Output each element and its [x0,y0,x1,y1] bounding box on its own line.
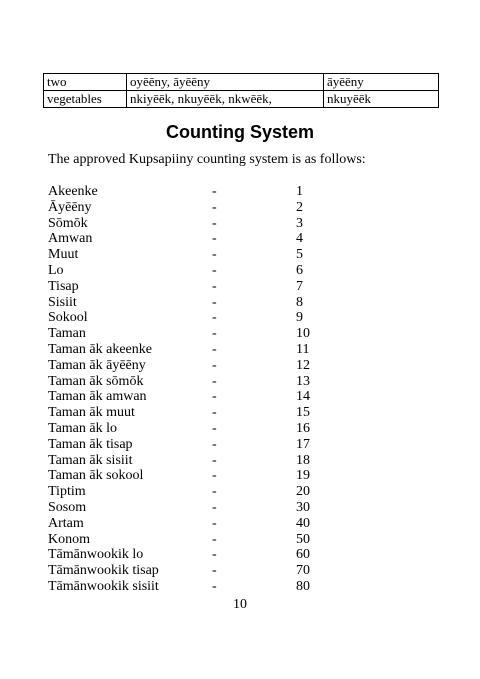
page-number: 10 [233,597,247,612]
count-separator: - [212,499,217,515]
count-number: 18 [296,452,310,468]
count-row [48,484,368,500]
count-number: 11 [296,341,310,357]
count-separator: - [212,357,217,373]
count-separator: - [212,373,217,389]
count-separator: - [212,468,217,484]
counting-list [48,184,368,595]
count-word: Tāmānwookik lo [48,547,144,563]
table-row [44,74,439,91]
count-row [48,326,368,342]
count-word: Āyēēny [48,199,92,215]
count-separator: - [212,310,217,326]
count-word: Artam [48,515,84,531]
count-word: Tisap [48,278,79,294]
count-word: Taman āk akeenke [48,341,152,357]
count-number: 7 [296,278,303,294]
count-separator: - [212,578,217,594]
count-word: Taman [48,326,86,342]
count-word: Sokool [48,310,88,326]
count-number: 50 [296,531,310,547]
count-separator: - [212,247,217,263]
count-number: 1 [296,184,303,199]
vocabulary-table [43,73,439,108]
count-separator: - [212,262,217,278]
count-word: Akeenke [48,184,98,199]
english-cell: vegetables [44,91,127,108]
count-number: 16 [296,420,310,436]
count-word: Taman āk tisap [48,436,133,452]
count-number: 2 [296,199,303,215]
count-separator: - [212,563,217,579]
forms-cell: oyēēny, āyēēny [127,74,324,91]
count-word: Tiptim [48,484,86,500]
count-row [48,547,368,563]
forms-cell: nkiyēēk, nkuyēēk, nkwēēk, [127,91,324,108]
count-row [48,231,368,247]
intro-paragraph: The approved Kupsapiiny counting system is as follows: [48,152,366,167]
count-number: 10 [296,326,310,342]
count-separator: - [212,484,217,500]
count-word: Sosom [48,499,87,515]
count-separator: - [212,436,217,452]
count-separator: - [212,405,217,421]
table-row [44,91,439,108]
count-separator: - [212,341,217,357]
count-number: 15 [296,405,310,421]
count-row [48,342,368,358]
count-separator: - [212,420,217,436]
count-word: Taman āk muut [48,405,135,421]
count-row [48,263,368,279]
section-heading: Counting System [165,122,314,142]
count-word: Konom [48,531,90,547]
count-row [48,563,368,579]
count-row [48,216,368,232]
count-number: 3 [296,215,303,231]
count-number: 20 [296,484,310,500]
count-row [48,405,368,421]
count-row [48,516,368,532]
count-row [48,453,368,469]
count-word: Tāmānwookik sisiit [48,578,159,594]
count-word: Taman āk sōmōk [48,373,144,389]
count-row [48,500,368,516]
count-row [48,310,368,326]
count-number: 8 [296,294,303,310]
count-number: 13 [296,373,310,389]
count-row [48,389,368,405]
preferred-cell: nkuyēēk [324,91,439,108]
count-row [48,295,368,311]
count-word: Taman āk sisiit [48,452,133,468]
count-number: 60 [296,547,310,563]
count-word: Taman āk sokool [48,468,144,484]
count-separator: - [212,452,217,468]
count-separator: - [212,326,217,342]
count-separator: - [212,215,217,231]
count-word: Lo [48,262,64,278]
count-number: 4 [296,231,303,247]
count-row [48,579,368,595]
count-number: 17 [296,436,310,452]
count-row [48,437,368,453]
count-word: Tāmānwookik tisap [48,563,159,579]
count-word: Sōmōk [48,215,88,231]
count-number: 6 [296,262,303,278]
count-word: Taman āk āyēēny [48,357,146,373]
count-row [48,468,368,484]
count-number: 9 [296,310,303,326]
count-word: Taman āk lo [48,420,117,436]
preferred-cell: āyēēny [324,74,439,91]
count-word: Amwan [48,231,93,247]
count-separator: - [212,278,217,294]
count-row [48,358,368,374]
count-separator: - [212,199,217,215]
count-row [48,200,368,216]
count-separator: - [212,547,217,563]
count-separator: - [212,531,217,547]
count-separator: - [212,184,217,199]
count-row [48,279,368,295]
count-row [48,247,368,263]
count-number: 80 [296,578,310,594]
count-number: 30 [296,499,310,515]
count-separator: - [212,389,217,405]
count-separator: - [212,294,217,310]
count-number: 70 [296,563,310,579]
count-number: 19 [296,468,310,484]
count-row [48,184,368,200]
english-cell: two [44,74,127,91]
count-word: Taman āk amwan [48,389,147,405]
count-row [48,532,368,548]
count-separator: - [212,231,217,247]
count-separator: - [212,515,217,531]
count-number: 5 [296,247,303,263]
count-word: Sisiit [48,294,77,310]
count-number: 12 [296,357,310,373]
count-row [48,374,368,390]
count-number: 40 [296,515,310,531]
count-number: 14 [296,389,310,405]
count-row [48,421,368,437]
count-word: Muut [48,247,79,263]
